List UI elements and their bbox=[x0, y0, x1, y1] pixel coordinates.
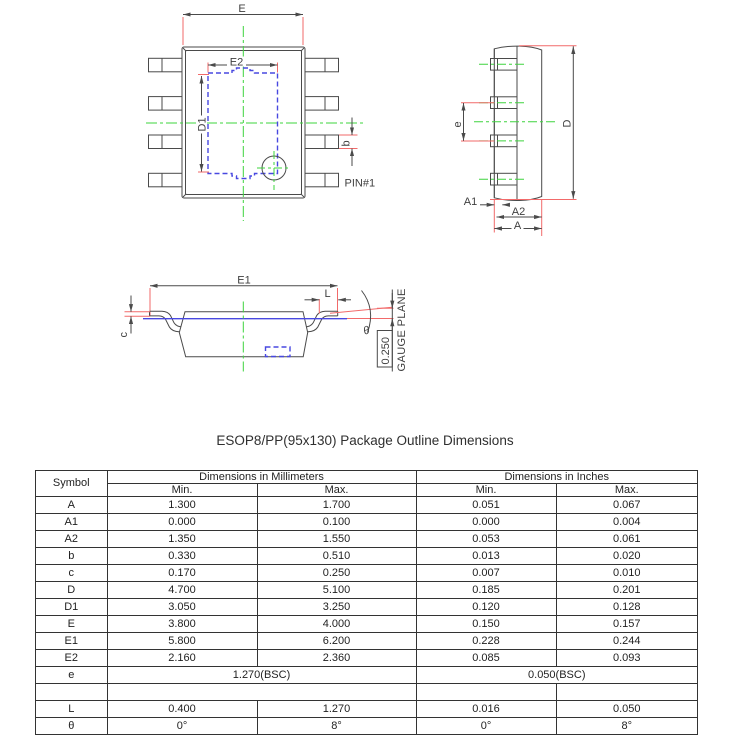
table-cell: 0.000 bbox=[416, 514, 556, 531]
table-cell: D bbox=[36, 582, 108, 599]
dim-label-A1: A1 bbox=[463, 195, 478, 208]
table-row bbox=[36, 582, 698, 599]
table-cell: 0.244 bbox=[556, 633, 698, 650]
dim-label-E2: E2 bbox=[229, 56, 244, 69]
table-cell: 3.050 bbox=[107, 599, 257, 616]
table-cell: 0.250 bbox=[257, 565, 416, 582]
table-cell: 1.350 bbox=[107, 531, 257, 548]
dim-label-e: e bbox=[452, 121, 464, 128]
table-cell: A bbox=[36, 497, 108, 514]
table-cell: 1.270(BSC) bbox=[107, 667, 416, 684]
table-cell: 0.170 bbox=[107, 565, 257, 582]
table-cell: 3.250 bbox=[257, 599, 416, 616]
header-symbol: Symbol bbox=[36, 471, 108, 497]
table-row bbox=[36, 548, 698, 565]
table-cell: 0.150 bbox=[416, 616, 556, 633]
table-cell: 2.160 bbox=[107, 650, 257, 667]
table-cell: 0.016 bbox=[416, 701, 556, 718]
table-cell: 0.010 bbox=[556, 565, 698, 582]
table-cell: 0.093 bbox=[556, 650, 698, 667]
header-inches: Dimensions in Inches bbox=[416, 471, 698, 484]
header-mm: Dimensions in Millimeters bbox=[107, 471, 416, 484]
table-row bbox=[36, 497, 698, 514]
table-cell: L bbox=[36, 701, 108, 718]
dim-label-b: b bbox=[340, 140, 353, 147]
table-cell: 0.000 bbox=[107, 514, 257, 531]
table-row bbox=[36, 616, 698, 633]
dim-label-A: A bbox=[513, 220, 522, 232]
table-cell bbox=[107, 684, 416, 701]
table-cell: θ bbox=[36, 718, 108, 735]
dim-label-L: L bbox=[324, 288, 331, 300]
table-cell: 1.550 bbox=[257, 531, 416, 548]
table-cell: 3.800 bbox=[107, 616, 257, 633]
table-cell: 0.228 bbox=[416, 633, 556, 650]
table-row bbox=[36, 650, 698, 667]
page-title: ESOP8/PP(95x130) Package Outline Dimensions bbox=[216, 433, 514, 448]
table-cell: 0.067 bbox=[556, 497, 698, 514]
table-row bbox=[36, 718, 698, 735]
dim-label-c: c bbox=[118, 332, 130, 338]
dim-label-theta: θ bbox=[361, 324, 372, 338]
header-in-min: Min. bbox=[416, 484, 556, 497]
table-cell: 0.007 bbox=[416, 565, 556, 582]
table-cell: 0° bbox=[416, 718, 556, 735]
table-cell: 0.100 bbox=[257, 514, 416, 531]
table-cell: 2.360 bbox=[257, 650, 416, 667]
side-view bbox=[452, 46, 577, 236]
table-cell bbox=[556, 684, 698, 701]
table-cell: 8° bbox=[556, 718, 698, 735]
table-cell: 0.050(BSC) bbox=[416, 667, 698, 684]
table-row bbox=[36, 531, 698, 548]
table-cell: 0.051 bbox=[416, 497, 556, 514]
table-cell: 4.000 bbox=[257, 616, 416, 633]
pin1-label: PIN#1 bbox=[344, 177, 376, 190]
table-cell: 1.300 bbox=[107, 497, 257, 514]
front-view bbox=[118, 275, 408, 372]
table-cell: D1 bbox=[36, 599, 108, 616]
gauge-value: 0.250 bbox=[380, 336, 392, 365]
table-cell: 0.020 bbox=[556, 548, 698, 565]
table-cell: 0.330 bbox=[107, 548, 257, 565]
dimension-table-body bbox=[36, 497, 698, 735]
table-cell: b bbox=[36, 548, 108, 565]
table-row bbox=[36, 599, 698, 616]
table-cell bbox=[416, 684, 556, 701]
table-cell: 0.128 bbox=[556, 599, 698, 616]
dim-label-A2: A2 bbox=[511, 206, 526, 218]
dim-label-E1: E1 bbox=[237, 274, 251, 287]
gauge-plane-label: GAUGE PLANE bbox=[396, 288, 408, 372]
table-cell: E1 bbox=[36, 633, 108, 650]
header-mm-min: Min. bbox=[107, 484, 257, 497]
table-row bbox=[36, 684, 698, 701]
table-row bbox=[36, 565, 698, 582]
table-cell: 0° bbox=[107, 718, 257, 735]
table-cell: 0.510 bbox=[257, 548, 416, 565]
table-cell: 0.185 bbox=[416, 582, 556, 599]
table-cell: E bbox=[36, 616, 108, 633]
table-cell: 0.013 bbox=[416, 548, 556, 565]
dim-label-E: E bbox=[238, 3, 246, 15]
table-row bbox=[36, 667, 698, 684]
table-cell: 0.004 bbox=[556, 514, 698, 531]
table-cell: 6.200 bbox=[257, 633, 416, 650]
dim-label-D: D bbox=[561, 119, 574, 128]
table-cell: 0.201 bbox=[556, 582, 698, 599]
table-cell: c bbox=[36, 565, 108, 582]
table-cell: 0.061 bbox=[556, 531, 698, 548]
dimension-table bbox=[35, 470, 698, 735]
top-view bbox=[146, 3, 375, 221]
table-cell: 5.800 bbox=[107, 633, 257, 650]
header-mm-max: Max. bbox=[257, 484, 416, 497]
table-cell: 8° bbox=[257, 718, 416, 735]
table-cell: 1.270 bbox=[257, 701, 416, 718]
table-cell: A1 bbox=[36, 514, 108, 531]
table-row bbox=[36, 633, 698, 650]
table-cell: 1.700 bbox=[257, 497, 416, 514]
table-cell: 0.053 bbox=[416, 531, 556, 548]
table-cell: 0.085 bbox=[416, 650, 556, 667]
header-in-max: Max. bbox=[556, 484, 698, 497]
table-cell: 0.400 bbox=[107, 701, 257, 718]
table-cell: e bbox=[36, 667, 108, 684]
table-cell: 4.700 bbox=[107, 582, 257, 599]
dim-label-D1: D1 bbox=[196, 117, 209, 132]
table-cell: A2 bbox=[36, 531, 108, 548]
table-cell: 0.120 bbox=[416, 599, 556, 616]
table-cell bbox=[36, 684, 108, 701]
table-cell: 0.157 bbox=[556, 616, 698, 633]
table-cell: 0.050 bbox=[556, 701, 698, 718]
table-row bbox=[36, 701, 698, 718]
table-cell: 5.100 bbox=[257, 582, 416, 599]
table-row bbox=[36, 514, 698, 531]
table-cell: E2 bbox=[36, 650, 108, 667]
